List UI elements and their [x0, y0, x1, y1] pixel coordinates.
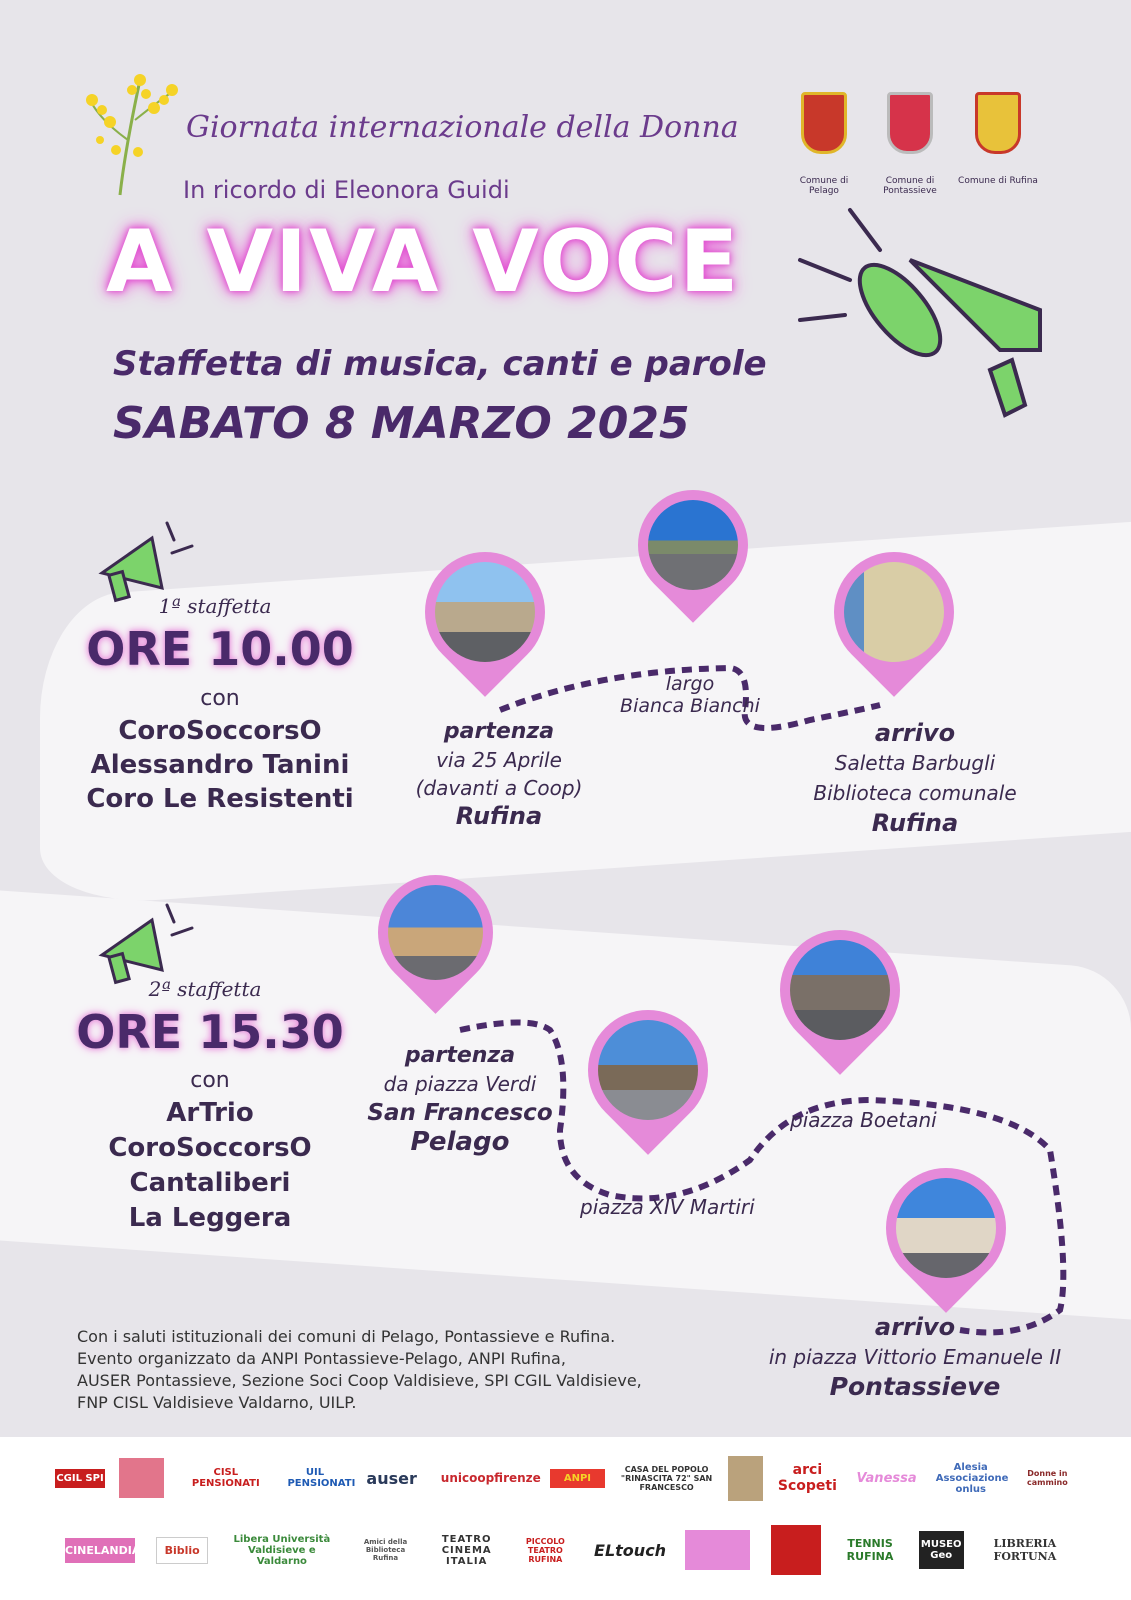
relay1-mid-label: largo Bianca Bianchi [620, 673, 760, 717]
sponsor-logo: auser [366, 1468, 417, 1488]
sponsor-logo: Alesia Associazione onlus [935, 1461, 1009, 1495]
sponsor-logo: Amici della Biblioteca Rufina [363, 1538, 408, 1562]
performer: CoroSoccorsO [108, 1133, 312, 1163]
comune-pelago: Comune di Pelago [784, 92, 864, 196]
sponsor-logo: CINELANDIA [65, 1538, 135, 1563]
performer: La Leggera [128, 1203, 292, 1233]
sponsor-logo [685, 1530, 750, 1570]
relay2-stop2-label: piazza Boetani [790, 1108, 937, 1132]
rufina-crest-icon [975, 92, 1021, 154]
relay1-label: 1ª staffetta [158, 594, 272, 618]
memory-line: In ricordo di Eleonora Guidi [183, 176, 510, 204]
photo-via-25-aprile [435, 562, 535, 662]
sponsor-logo: MUSEO Geo [919, 1531, 964, 1569]
performer: Coro Le Resistenti [86, 784, 354, 814]
relay2-label: 2ª staffetta [148, 977, 262, 1001]
sponsor-logo: CISL PENSIONATI [191, 1467, 260, 1489]
photo-largo-bianchi [648, 500, 738, 590]
sponsor-logo: CGIL SPI [55, 1469, 105, 1488]
sponsor-logo: PICCOLO TEATRO RUFINA [525, 1536, 565, 1564]
sponsor-logo [728, 1456, 763, 1501]
sponsor-logo: ELtouch [594, 1540, 667, 1560]
relay2-stop1-label: piazza XIV Martiri [580, 1195, 755, 1219]
comune-pontassieve: Comune di Pontassieve [870, 92, 950, 196]
relay1-time: ORE 10.00 [86, 622, 354, 676]
sponsor-logo: Vanessa [856, 1470, 917, 1486]
page-title: A VIVA VOCE [106, 212, 741, 312]
sponsor-logo: Donne in cammino [1027, 1469, 1068, 1487]
relay1-start-label: partenza via 25 Aprile (davanti a Coop) Rufina [415, 719, 583, 830]
relay1-end-label: arrivo Saletta Barbugli Biblioteca comunale Rufina [813, 719, 1017, 837]
sponsor-logo [771, 1525, 821, 1575]
performer: ArTrio [166, 1098, 254, 1128]
footer-text: Con i saluti istituzionali dei comuni di Pelago, Pontassieve e Rufina. Evento organizzato da ANPI Pontassieve-Pelago, ANPI Rufina, AUSER Pontassieve, Sezione Soci Coop Valdisieve, SPI CGIL Valdisieve, FNP CISL Valdisieve Valdarno, UILP. [77, 1327, 642, 1412]
pelago-crest-icon [801, 92, 847, 154]
sponsor-logo: TENNIS RUFINA [846, 1537, 894, 1563]
mimosa-icon [80, 60, 190, 200]
photo-biblioteca [844, 562, 944, 662]
relay1-with: con [200, 686, 240, 711]
photo-piazza-verdi [388, 885, 483, 980]
event-date: SABATO 8 MARZO 2025 [113, 398, 690, 449]
relay2-start-label: partenza da piazza Verdi San Francesco Pelago [367, 1043, 553, 1157]
sponsor-logo [119, 1458, 164, 1498]
relay2-with: con [190, 1068, 230, 1093]
performer: CoroSoccorsO [118, 716, 322, 746]
sponsor-row-1 [55, 1448, 1075, 1508]
sponsor-logo: LIBRERIA FORTUNA [993, 1537, 1057, 1563]
sponsor-logo: Libera Università Valdisieve e Valdarno [233, 1533, 331, 1567]
sponsor-logo: Biblio [156, 1537, 208, 1564]
subtitle: Staffetta di musica, canti e parole [113, 344, 767, 384]
relay1-performers [60, 714, 380, 816]
sponsor-logo: arci Scopeti [777, 1462, 837, 1494]
sponsor-logo: TEATRO CINEMA ITALIA [441, 1533, 492, 1567]
relay2-end-label: arrivo in piazza Vittorio Emanuele II Pontassieve [768, 1313, 1062, 1401]
relay2-time: ORE 15.30 [76, 1005, 344, 1059]
sponsor-logo: unicoopfirenze [440, 1471, 541, 1485]
event-name: Giornata internazionale della Donna [186, 110, 739, 145]
pontassieve-crest-icon [887, 92, 933, 154]
performer: Alessandro Tanini [90, 750, 350, 780]
sponsor-row-2 [65, 1520, 1065, 1580]
comune-rufina: Comune di Rufina [958, 92, 1038, 186]
sponsor-logo: CASA DEL POPOLO "RINASCITA 72" SAN FRANCESCO [620, 1464, 713, 1492]
megaphone-icon [790, 200, 1060, 440]
sponsor-logo: UIL PENSIONATI [287, 1467, 356, 1489]
performer: Cantaliberi [129, 1168, 291, 1198]
relay2-performers [50, 1096, 370, 1236]
sponsor-logo: ANPI [550, 1469, 605, 1488]
